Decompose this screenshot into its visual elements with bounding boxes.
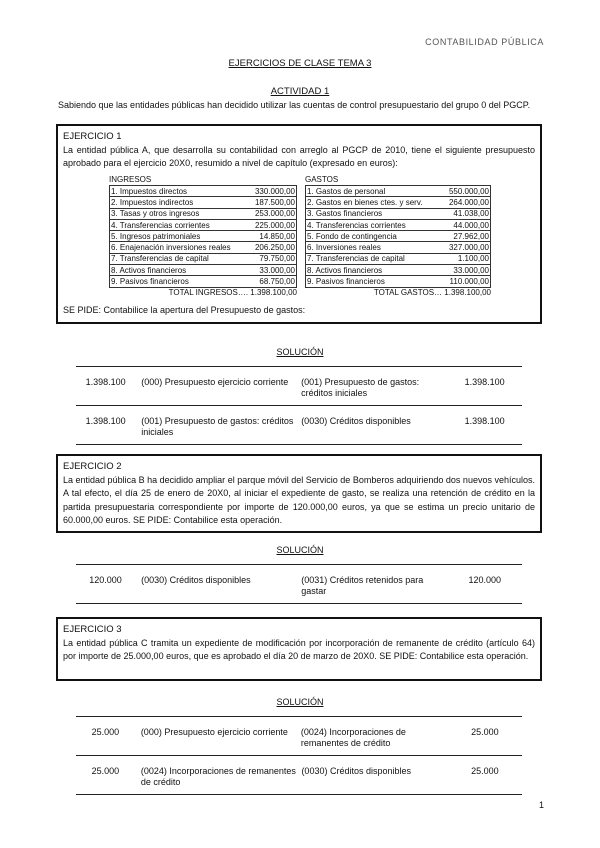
journal-entry	[76, 755, 522, 795]
exercise-2-text: La entidad pública B ha decidido ampliar el parque móvil del Servicio de Bomberos adquiriendo dos nuevos vehículos. A tal efecto, el día 25 de enero de 20X0, al iniciar el expediente de gasto, se realiza una retención de crédito en la partida presupuestaria correspondiente por importe de 120.000,00 euros, ya que se estima un precio unitario de 60.000,00 euros. SE PIDE: Contabilice esta operación.	[63, 474, 535, 525]
journal-entry	[76, 405, 522, 445]
ingresos-row	[110, 242, 297, 253]
running-header: CONTABILIDAD PÚBLICA	[425, 37, 544, 47]
credit-account: (0024) Incorporaciones de remanentes de crédito	[300, 727, 406, 748]
credit-amount: 120.000	[468, 575, 501, 585]
credit-account: (0030) Créditos disponibles	[301, 766, 411, 776]
gastos-row	[306, 265, 491, 276]
solution-1-title: SOLUCIÓN	[276, 347, 324, 357]
exercise-3-box	[56, 617, 542, 681]
ingresos-row-amount: 225.000,00	[244, 219, 297, 230]
gastos-row-label: 4. Transferencias corrientes	[306, 219, 437, 230]
gastos-row	[306, 208, 491, 219]
ingresos-row-label: 3. Tasas y otros ingresos	[110, 208, 245, 219]
document-title: EJERCICIOS DE CLASE TEMA 3	[228, 58, 372, 69]
gastos-row-label: 6. Inversiones reales	[306, 242, 437, 253]
exercise-3-text: La entidad pública C tramita un expediente de modificación por incorporación de remanente de crédito (artículo 64) por importe de 25.000,00 euros, que es aprobado el día 20 de marzo de 20X0. SE PIDE: Contabilice esta operación.	[63, 637, 535, 661]
gastos-row-label: 5. Fondo de contingencia	[306, 231, 437, 242]
credit-account: (0031) Créditos retenidos para gastar	[301, 575, 424, 596]
gastos-row-label: 9. Pasivos financieros	[306, 276, 437, 287]
gastos-row-amount: 110.000,00	[436, 276, 491, 287]
ingresos-row-label: 2. Impuestos indirectos	[110, 197, 245, 208]
solution-3-title: SOLUCIÓN	[276, 697, 324, 707]
debit-amount: 120.000	[89, 575, 122, 585]
ingresos-heading: INGRESOS	[109, 175, 152, 184]
credit-amount: 1.398.100	[464, 416, 505, 426]
credit-amount: 1.398.100	[464, 377, 505, 387]
gastos-total: TOTAL GASTOS… 1.398.100,00	[373, 287, 491, 297]
ingresos-row-amount: 14.850,00	[244, 231, 297, 242]
ingresos-row-label: 4. Transferencias corrientes	[110, 219, 245, 230]
gastos-row-amount: 44.000,00	[436, 219, 491, 230]
ingresos-row-label: 9. Pasivos financieros	[110, 276, 245, 287]
exercise-1-title: EJERCICIO 1	[63, 131, 122, 142]
gastos-row-amount: 27.962,00	[436, 231, 491, 242]
gastos-table	[305, 175, 491, 297]
exercise-2-box	[56, 454, 542, 533]
gastos-row	[306, 276, 491, 287]
credit-account: (001) Presupuesto de gastos: créditos iniciales	[301, 377, 420, 398]
ingresos-row-amount: 330.000,00	[244, 186, 297, 197]
debit-account: (000) Presupuesto ejercicio corriente	[141, 377, 289, 387]
journal-entry	[76, 564, 522, 604]
ingresos-row	[110, 231, 297, 242]
activity-intro: Sabiendo que las entidades públicas han decidido utilizar las cuentas de control presupuestario del grupo 0 del PGCP.	[58, 100, 531, 110]
solution-2-entries	[76, 564, 522, 604]
debit-amount: 1.398.100	[85, 416, 126, 426]
ingresos-row-label: 5. Ingresos patrimoniales	[110, 231, 245, 242]
gastos-row-amount: 1.100,00	[436, 253, 491, 264]
gastos-row	[306, 197, 491, 208]
gastos-row-label: 3. Gastos financieros	[306, 208, 437, 219]
debit-account: (001) Presupuesto de gastos: créditos iniciales	[141, 416, 294, 437]
credit-amount: 25.000	[471, 766, 499, 776]
ingresos-row	[110, 219, 297, 230]
gastos-heading: GASTOS	[305, 175, 339, 184]
solution-3-entries	[76, 716, 522, 795]
gastos-row-label: 2. Gastos en bienes ctes. y serv.	[306, 197, 437, 208]
debit-amount: 25.000	[91, 766, 120, 776]
gastos-row-label: 1. Gastos de personal	[306, 186, 437, 197]
gastos-row	[306, 242, 491, 253]
credit-account: (0030) Créditos disponibles	[301, 416, 411, 426]
gastos-row-label: 8. Activos financieros	[306, 265, 437, 276]
debit-account: (000) Presupuesto ejercicio corriente	[140, 727, 288, 737]
solution-1-entries	[76, 366, 522, 445]
gastos-row-amount: 264.000,00	[436, 197, 491, 208]
ingresos-row	[110, 197, 297, 208]
debit-account: (0024) Incorporaciones de remanentes de crédito	[140, 766, 296, 787]
ingresos-row	[110, 208, 297, 219]
ingresos-row-label: 6. Enajenación inversiones reales	[110, 242, 245, 253]
ingresos-row-amount: 79.750,00	[244, 253, 297, 264]
ingresos-row-label: 8. Activos financieros	[110, 265, 245, 276]
ingresos-row-amount: 187.500,00	[244, 197, 297, 208]
ingresos-row-amount: 68.750,00	[244, 276, 297, 287]
credit-amount: 25.000	[471, 727, 499, 737]
ingresos-row-amount: 33.000,00	[244, 265, 297, 276]
exercise-3-title: EJERCICIO 3	[63, 624, 122, 635]
gastos-row	[306, 219, 491, 230]
gastos-row-amount: 41.038,00	[436, 208, 491, 219]
debit-account: (0030) Créditos disponibles	[141, 575, 251, 585]
gastos-row	[306, 231, 491, 242]
ingresos-total: TOTAL INGRESOS…. 1.398.100,00	[168, 287, 297, 297]
ingresos-row-label: 7. Transferencias de capital	[110, 253, 245, 264]
solution-2-title: SOLUCIÓN	[276, 545, 324, 555]
debit-amount: 1.398.100	[85, 377, 126, 387]
ingresos-row-amount: 253.000,00	[244, 208, 297, 219]
gastos-row-amount: 33.000,00	[436, 265, 491, 276]
gastos-row	[306, 186, 491, 197]
activity-title: ACTIVIDAD 1	[270, 86, 330, 97]
gastos-row-label: 7. Transferencias de capital	[306, 253, 437, 264]
exercise-1-text: La entidad pública A, que desarrolla su contabilidad con arreglo al PGCP de 2010, tiene el siguiente presupuesto aprobado para el ejercicio 20X0, resumido a nivel de capítulo (expresado en euros):	[63, 144, 535, 168]
gastos-row	[306, 253, 491, 264]
journal-entry	[76, 716, 522, 755]
ingresos-row-amount: 206.250,00	[244, 242, 297, 253]
ingresos-row	[110, 276, 297, 287]
ingresos-row-label: 1. Impuestos directos	[110, 186, 245, 197]
gastos-row-amount: 327.000,00	[436, 242, 491, 253]
ingresos-row	[110, 253, 297, 264]
gastos-row-amount: 550.000,00	[436, 186, 491, 197]
ingresos-row	[110, 186, 297, 197]
exercise-1-ask: SE PIDE: Contabilice la apertura del Presupuesto de gastos:	[63, 304, 306, 315]
debit-amount: 25.000	[91, 727, 120, 737]
ingresos-table	[109, 175, 297, 297]
exercise-2-title: EJERCICIO 2	[63, 461, 122, 472]
page-number: 1	[538, 800, 544, 810]
ingresos-row	[110, 265, 297, 276]
journal-entry	[76, 366, 522, 405]
